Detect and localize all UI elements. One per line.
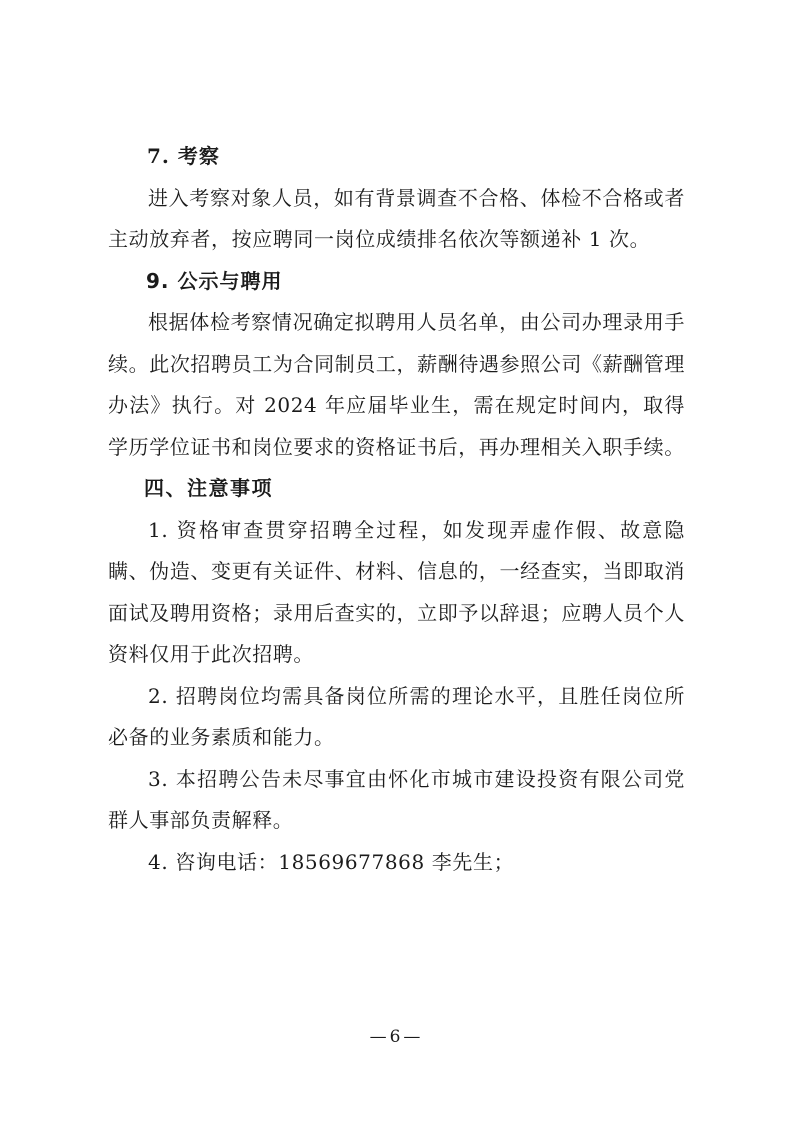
paragraph-note-3: 3. 本招聘公告未尽事宜由怀化市城市建设投资有限公司党群人事部负责解释。: [108, 766, 685, 832]
paragraph-note-4-contact-phone: 4. 咨询电话：18569677868 李先生；: [148, 849, 515, 874]
document-body: [108, 136, 685, 883]
section-heading-kaocha: 7. 考察: [147, 144, 220, 168]
paragraph-kaocha-body: 进入考察对象人员，如有背景调查不合格、体检不合格或者主动放弃者，按应聘同一岗位成绩排名依次等额递补 1 次。: [108, 185, 685, 251]
section-heading-zhuyi-shixiang: 四、注意事项: [144, 476, 273, 500]
page-number-footer: —6—: [369, 1027, 424, 1047]
section-heading-gongshi-pinyong: 9. 公示与聘用: [146, 268, 283, 293]
paragraph-note-2: 2. 招聘岗位均需具备岗位所需的理论水平，且胜任岗位所必备的业务素质和能力。: [108, 683, 685, 749]
paragraph-note-1: 1. 资格审查贯穿招聘全过程，如发现弄虚作假、故意隐瞒、伪造、变更有关证件、材料、信息的，一经查实，当即取消面试及聘用资格；录用后查实的，立即予以辞退；应聘人员个人资料仅用于此次招聘。: [108, 517, 685, 666]
paragraph-gongshi-pinyong-body: 根据体检考察情况确定拟聘用人员名单，由公司办理录用手续。此次招聘员工为合同制员工，薪酬待遇参照公司《薪酬管理办法》执行。对 2024 年应届毕业生，需在规定时间内，取得学历学位证书和岗位要求的资格证书后，再办理相关入职手续。: [108, 310, 685, 459]
